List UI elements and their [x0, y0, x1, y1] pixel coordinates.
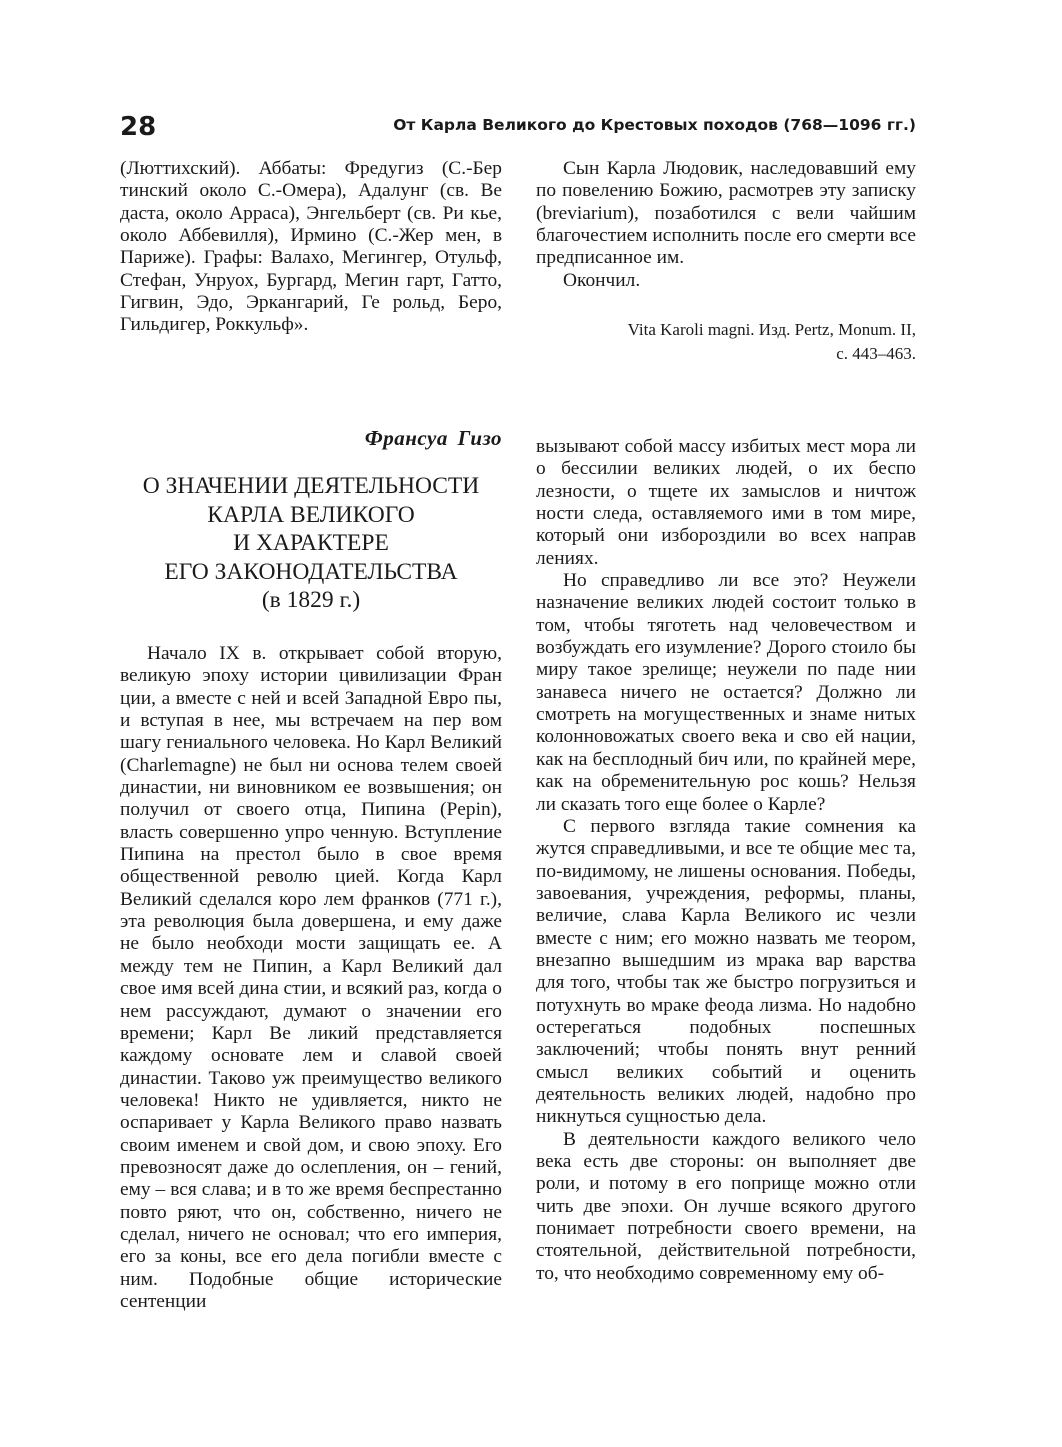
text-line: удивляется, никто не оспаривает у Карла [120, 1089, 502, 1134]
text-line: довершена, и ему даже не было необходи [120, 911, 502, 955]
text-line: ликий представляется каждому основате [120, 1022, 502, 1067]
text-line: телем своей династии, ни виновником ее [120, 754, 502, 799]
title-line: ЕГО ЗАКОНОДАТЕЛЬСТВА [164, 558, 458, 585]
text-line: назначение великих людей состоит только [536, 592, 899, 614]
text-line: ренний смысл великих событий и оценить [536, 1039, 916, 1083]
text-line: бы миру такое зрелище; неужели по паде [536, 637, 916, 681]
text-line: века есть две стороны: он выполняет две [536, 1151, 916, 1172]
text-line: цией. Когда Карл Великий сделался коро [120, 866, 502, 910]
text-line: ности следа, оставляемого ими в том мире, [536, 503, 916, 525]
text-line: вом шагу гениального человека. Но Карл [120, 710, 502, 754]
text-line: ли о бессилии великих людей, о их беспо [536, 436, 916, 480]
text-line: ему по повелению Божию, расмотрев эту [536, 158, 916, 202]
text-line: даста, около Арраса), Энгельберт (св. Ри [120, 202, 464, 224]
text-line: Пипина (Pepin), власть совершенно упро [120, 799, 502, 843]
text-line: тинский около С.-Омера), Адалунг (св. Ве [120, 180, 502, 202]
bottom-right-column [536, 436, 916, 1285]
paragraph [536, 570, 916, 816]
citation-line: Vita Karoli magni. Изд. Pertz, Monum. II, [627, 320, 916, 339]
ending-text: Окончил. [563, 269, 641, 291]
text-line: Подобные общие исторические сентенции [120, 1268, 502, 1312]
text-line: ей нации, как на бесплодный бич или, по [536, 726, 916, 770]
text-line: ли смотреть на могущественных и знаме [536, 681, 916, 726]
text-line: стии, и всякий раз, когда о нем рассуждают, [120, 978, 502, 1022]
text-line: записку (breviarium), позаботился с вели [536, 180, 916, 224]
text-line: чайшим благочестием исполнить после его [536, 202, 916, 247]
paragraph [536, 816, 916, 1129]
title-line: КАРЛА ВЕЛИКОГО [207, 501, 415, 528]
text-line: то, что необходимо современному ему об- [536, 1262, 885, 1284]
top-right-paragraph [536, 158, 916, 270]
text-line: возвышения; он получил от своего отца, [120, 777, 502, 821]
text-line: пы, и вступая в нее, мы встречаем на пер [120, 687, 502, 732]
text-line: слава; и в то же время беспрестанно повто [120, 1179, 502, 1223]
text-line: лезности, о тщете их замыслов и ничтож [536, 480, 916, 502]
text-line: преимущество великого человека! Никто не [120, 1067, 502, 1111]
text-line: коны, все его дела погибли вместе с ним. [120, 1246, 502, 1290]
text-line: поспешных заключений; чтобы понять внут [536, 1016, 916, 1061]
text-line: вызывают собой массу избитых мест мора [536, 436, 891, 457]
text-line: Начало IX в. открывает собой вторую, [147, 643, 502, 664]
text-line: Отульф, Стефан, Унруох, Бургард, Мегин [120, 247, 502, 291]
citation-line: с. 443–463. [836, 344, 916, 363]
top-right-column [536, 158, 916, 292]
text-line: который они избороздили во всех направ [536, 525, 916, 547]
text-line: (Люттихский). Аббаты: Фредугиз (С.-Бер [120, 158, 502, 179]
title-line: И ХАРАКТЕРЕ [233, 530, 389, 556]
text-line: думают о значении его времени; Карл Ве [120, 1000, 503, 1044]
bottom-left-column [120, 643, 502, 1313]
article-title [110, 472, 512, 615]
text-line: великую эпоху истории цивилизации Фран [120, 665, 502, 687]
text-line: никнуться сущностью дела. [536, 1106, 767, 1128]
text-line: смерти все предписанное им. [536, 225, 916, 269]
text-line: нитых колонновожатых своего века и сво [536, 704, 916, 748]
text-line: ничего не основал; что его империя, его за [120, 1223, 502, 1268]
title-line: О ЗНАЧЕНИИ ДЕЯТЕЛЬНОСТИ [142, 473, 480, 499]
text-line: а Карл Великий дал свое имя всей дина [120, 955, 502, 1000]
text-line: В деятельности каждого великого чело [563, 1128, 916, 1150]
text-line: кье, около Аббевилля), Ирмино (С.-Жер [120, 202, 502, 247]
text-line: ченную. Вступление Пипина на престол [120, 821, 502, 866]
text-line: в том, чтобы тяготеть над человечеством и [536, 592, 916, 636]
text-line: свой дом, и свою эпоху. Его превозносят [120, 1134, 502, 1178]
text-line: варства для того, чтобы так же быстро [536, 949, 916, 994]
text-line: теором, внезапно вышедшим из мрака вар [536, 927, 916, 971]
text-line: лизма. Но надобно остерегаться подобных [536, 994, 916, 1038]
text-line: рольд, Беро, Гильдигер, Роккульф». [120, 292, 502, 336]
text-line: мости защищать ее. А между тем не Пипин, [120, 933, 502, 977]
text-line: стоятельной, действительной потребности, [536, 1240, 916, 1262]
text-line: Карле? [767, 793, 826, 815]
text-line: деятельность великих людей, надобно про [536, 1083, 916, 1105]
text-line: та, по-видимому, не лишены основания. [536, 838, 916, 882]
top-left-column [120, 158, 502, 337]
article-author: Франсуа Гизо [364, 426, 502, 450]
page-number: 28 [120, 112, 157, 142]
text-line: Но справедливо ли все это? Неужели [563, 570, 916, 592]
text-line: С первого взгляда такие сомнения ка [563, 815, 916, 837]
text-line: чить две эпохи. Он лучше всякого другого [536, 1195, 916, 1217]
text-line: кошь? Нельзя ли сказать того еще более о [536, 771, 916, 815]
title-line: (в 1829 г.) [261, 587, 361, 613]
paragraph [536, 1129, 916, 1285]
text-line: погрузиться и потухнуть во мраке феода [536, 972, 916, 1016]
text-line: нии занавеса ничего не остается? Должно [536, 659, 916, 703]
citation [536, 318, 916, 366]
text-line: Победы, завоевания, учреждения, реформы, [536, 860, 916, 904]
running-title: От Карла Великого до Крестовых походов (768—1096 гг.) [393, 116, 916, 134]
text-line: было в свое время общественной револю [120, 844, 502, 888]
text-line: понимает потребности своего времени, на [536, 1218, 916, 1240]
text-line: планы, величие, слава Карла Великого ис [536, 882, 916, 927]
text-line: мен, в Париже). Графы: Валахо, Мегингер, [120, 225, 502, 269]
text-line: Великого право назвать своим именем и [120, 1112, 502, 1156]
bottom-left-paragraph [120, 643, 502, 1313]
text-line: Великий (Charlemagne) не был ни основа [120, 732, 502, 776]
top-left-paragraph [120, 158, 502, 337]
text-line: возбуждать его изумление? Дорого стоило [536, 637, 888, 659]
text-line: крайней мере, как на обременительную рос [536, 748, 916, 793]
text-line: гарт, Гатто, Гигвин, Эдо, Эркангарий, Ге [120, 269, 502, 314]
text-line: ции, а вместе с ней и всей Западной Евро [120, 687, 469, 709]
text-line: лем франков (771 г.), эта революция была [120, 888, 502, 933]
text-line: чезли вместе с ним; его можно назвать ме [536, 905, 916, 949]
text-line: Сын Карла Людовик, наследовавший [563, 158, 879, 179]
text-line: ряют, что он, собственно, ничего не сделал, [120, 1201, 502, 1245]
text-line: лениях. [536, 547, 599, 569]
text-line: роли, и потому в его поприще можно отли [536, 1173, 916, 1195]
text-line: даже до ослепления, он – гений, ему – вся [120, 1156, 502, 1201]
text-line: лем и славой своей династии. Таково уж [120, 1045, 502, 1089]
paragraph [536, 436, 916, 570]
text-line: жутся справедливыми, и все те общие мес [536, 838, 889, 860]
